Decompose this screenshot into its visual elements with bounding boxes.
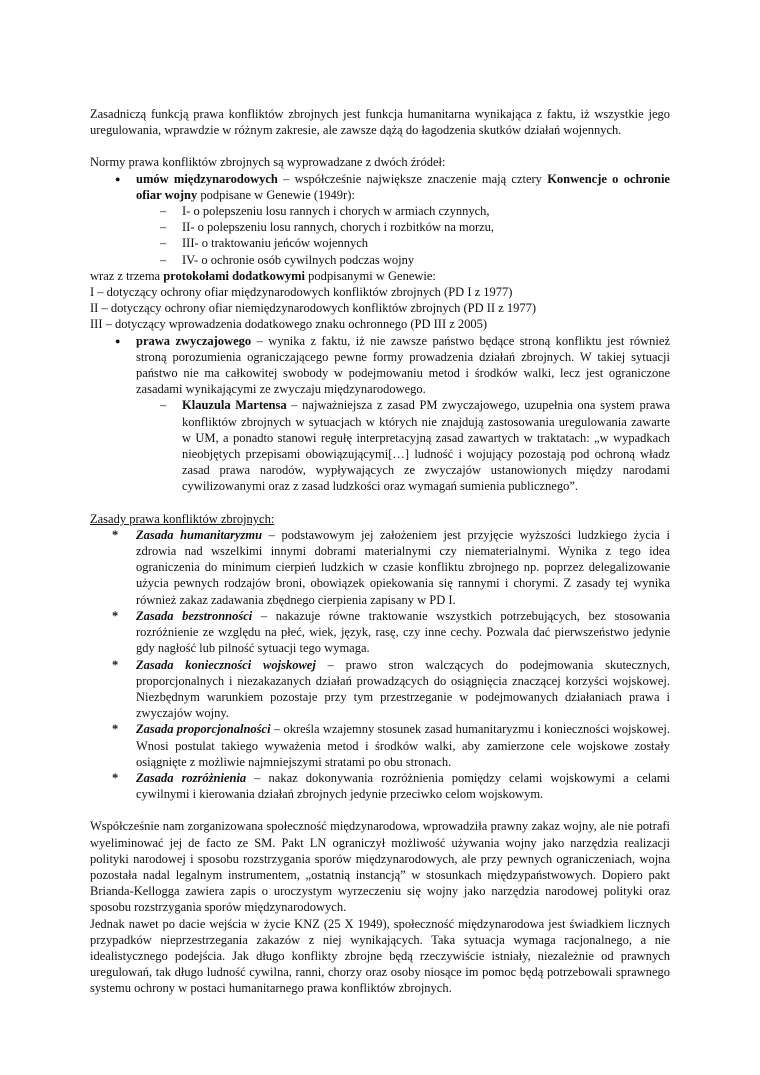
list-item: – IV- o ochronie osób cywilnych podczas wojny (90, 252, 670, 268)
principle-name: Zasada konieczności wojskowej (136, 657, 316, 672)
protocol-line: III – dotyczący wprowadzenia dodatkowego znaku ochronnego (PD III z 2005) (90, 317, 488, 332)
principle-text: – prawo stron walczących do podejmowania skutecznych, proporcjonalnych i niezakazanych działań prowadzących do osiągnięcia znaczącej korzyści wojskowej. Niezbędnym warunkiem pozostaje przy tym przestrzeganie w podejmowanych działaniach prawa i zwyczajów wojny. (136, 657, 670, 721)
protocols-term: protokołami dodatkowymi (163, 268, 306, 283)
martens-text: – najważniejsza z zasad PM zwyczajowego, uzupełnia ona system prawa konfliktów zbrojnych w sytuacjach w których nie znajdują zastosowania uregulowania zawarte w UM, a ponadto stanowi regułę interpretacyjną zasad zawartych w traktatach: „w wypadkach nieobjętych przepisami obowiązującymi[…] ludność i wojujący pozostają pod ochroną władz zasad prawa narodów, wypływających ze zwyczajów ustanowionych między narodami cywilizowanymi oraz z zasad ludzkości oraz wymagań sumienia publicznego”. (182, 398, 671, 494)
principle-name: Zasada rozróżnienia (136, 770, 247, 785)
principle-item (90, 721, 670, 770)
protocols-lead-b: podpisanymi w Genewie: (305, 268, 436, 283)
source-international (90, 171, 670, 268)
conventions-list (136, 203, 670, 268)
sources-list (90, 171, 670, 268)
conventions-term: Konwencje o ochronie ofiar wojny (136, 171, 670, 202)
principle-name: Zasada humanitaryzmu (136, 527, 263, 542)
principles-heading (90, 511, 670, 527)
protocols-lead (90, 268, 670, 284)
principles-heading-text: Zasady prawa konfliktów zbrojnych: (90, 511, 275, 526)
closing-paragraph: Współcześnie nam zorganizowana społeczność międzynarodowa, wprowadziła prawny zakaz wojny, ale nie potrafi wyeliminować jej de facto ze SM. Pakt LN ograniczył możliwość używania wojny jako narzędzia realizacji polityki narodowej i sposobu rozstrzygania sporów międzynarodowych, ale przy pewnych ograniczeniach, wojna pozostała nadal legalnym instrumentem, „ostatnią instancją” w stosunkach międzypaństwowych. Dopiero pakt Brianda-Kellogga zawiera zapis o uroczystym wyrzeczeniu się wojny jako narzędzia narodowej polityki oraz sposobu rozstrzygania sporów międzynarodowych. (90, 819, 670, 915)
principle-text: – określa wzajemny stosunek zasad humanitaryzmu i konieczności wojskowej. Wnosi postulat takiego wyważenia metod i środków walki, aby zamierzone cele wojskowe zostały osiągnięte z możliwie najmniejszymi stratami po obu stronach. (136, 722, 671, 769)
principle-text: – podstawowym jej założeniem jest przyjęcie wyższości ludzkiego życia i zdrowia nad wszelkimi innymi dobrami materialnymi czy niematerialnymi. Wynika z tego idea ograniczenia do minimum cierpień ludzkich w czasie konfliktu zbrojnego np. poprzez delegalizowanie użycia pewnych rodzajów broni, obowiązek opiekowania się rannymi i chorymi. Z zasady tej wynika również zakaz zadawania zbędnego cierpienia zapisany w PD I. (136, 527, 671, 607)
protocol-line: I – dotyczący ochrony ofiar międzynarodowych konfliktów zbrojnych (PD I z 1977) (90, 285, 513, 300)
principle-item (90, 608, 670, 657)
principle-item (90, 527, 670, 608)
source-custom (90, 333, 670, 495)
intl-text1: – współcześnie największe znaczenie mają cztery (277, 171, 548, 186)
principle-name: Zasada proporcjonalności (136, 722, 271, 737)
principle-name: Zasada bezstronności (136, 608, 253, 623)
principle-item (90, 770, 670, 802)
custom-term: prawa zwyczajowego (136, 333, 252, 348)
intl-term: umów międzynarodowych (136, 171, 278, 186)
principles-list (90, 527, 670, 802)
sources-list-2 (90, 333, 670, 495)
martens-term: Klauzula Martensa (182, 398, 287, 413)
intl-text2: podpisane w Genewie (1949r): (197, 187, 355, 202)
martens-list (136, 397, 670, 494)
list-item: – III- o traktowaniu jeńców wojennych (90, 235, 670, 251)
protocol-line: II – dotyczący ochrony ofiar niemiędzynarodowych konfliktów zbrojnych (PD II z 1977) (90, 301, 537, 316)
principle-text: – nakazuje równe traktowanie wszystkich potrzebujących, bez stosowania rozróżnienie ze względu na płeć, wiek, język, rasę, czy inne cechy. Pozwala dać pierwszeństwo jedynie gdy nagłość lub pilność sytuacji tego wymaga. (136, 608, 671, 656)
principle-item (90, 657, 670, 722)
martens-clause (136, 397, 670, 494)
principle-text: – nakaz dokonywania rozróżnienia pomiędzy celami wojskowymi a celami cywilnymi i kierowania działań zbrojnych jedynie przeciwko celom wojskowym. (136, 770, 670, 802)
intro-paragraph: Zasadniczą funkcją prawa konfliktów zbrojnych jest funkcja humanitarna wynikająca z faktu, iż wszystkie jego uregulowania, wprawdzie w różnym zakresie, ale zawsze dążą do łagodzenia skutków działań wojennych. (90, 107, 670, 138)
closing-paragraph: Jednak nawet po dacie wejścia w życie KNZ (25 X 1949), społeczność międzynarodowa jest świadkiem licznych przypadków nieprzestrzegania zakazów z niej wynikających. Taka sytuacja wymaga racjonalnego, a nie idealistycznego podejścia. Jak długo konflikty zbrojne będą rzeczywiście istniały, niezależnie od prawnych uregulowań, tak długo ludność cywilna, ranni, chorzy oraz osoby niosące im pomoc będą potrzebowali sprawnego systemu ochrony w postaci humanitarnego prawa konfliktów zbrojnych. (90, 916, 670, 996)
document-page (90, 106, 670, 997)
custom-text: – wynika z faktu, iż nie zawsze państwo będące stroną konfliktu jest również stroną porozumienia ograniczającego pewne formy prowadzenia działań zbrojnych. W takiej sytuacji państwo nie ma całkowitej swobody w podejmowaniu metod i środków walki, lecz jest ograniczone zasadami wynikającymi ze zwyczaju międzynarodowego. (136, 333, 671, 397)
sources-lead: Normy prawa konfliktów zbrojnych są wyprowadzane z dwóch źródeł: (90, 155, 446, 170)
list-item: – I- o polepszeniu losu rannych i chorych w armiach czynnych, (90, 203, 670, 219)
protocols-lead-a: wraz z trzema (90, 268, 164, 283)
list-item: – II- o polepszeniu losu rannych, chorych i rozbitków na morzu, (90, 219, 670, 235)
